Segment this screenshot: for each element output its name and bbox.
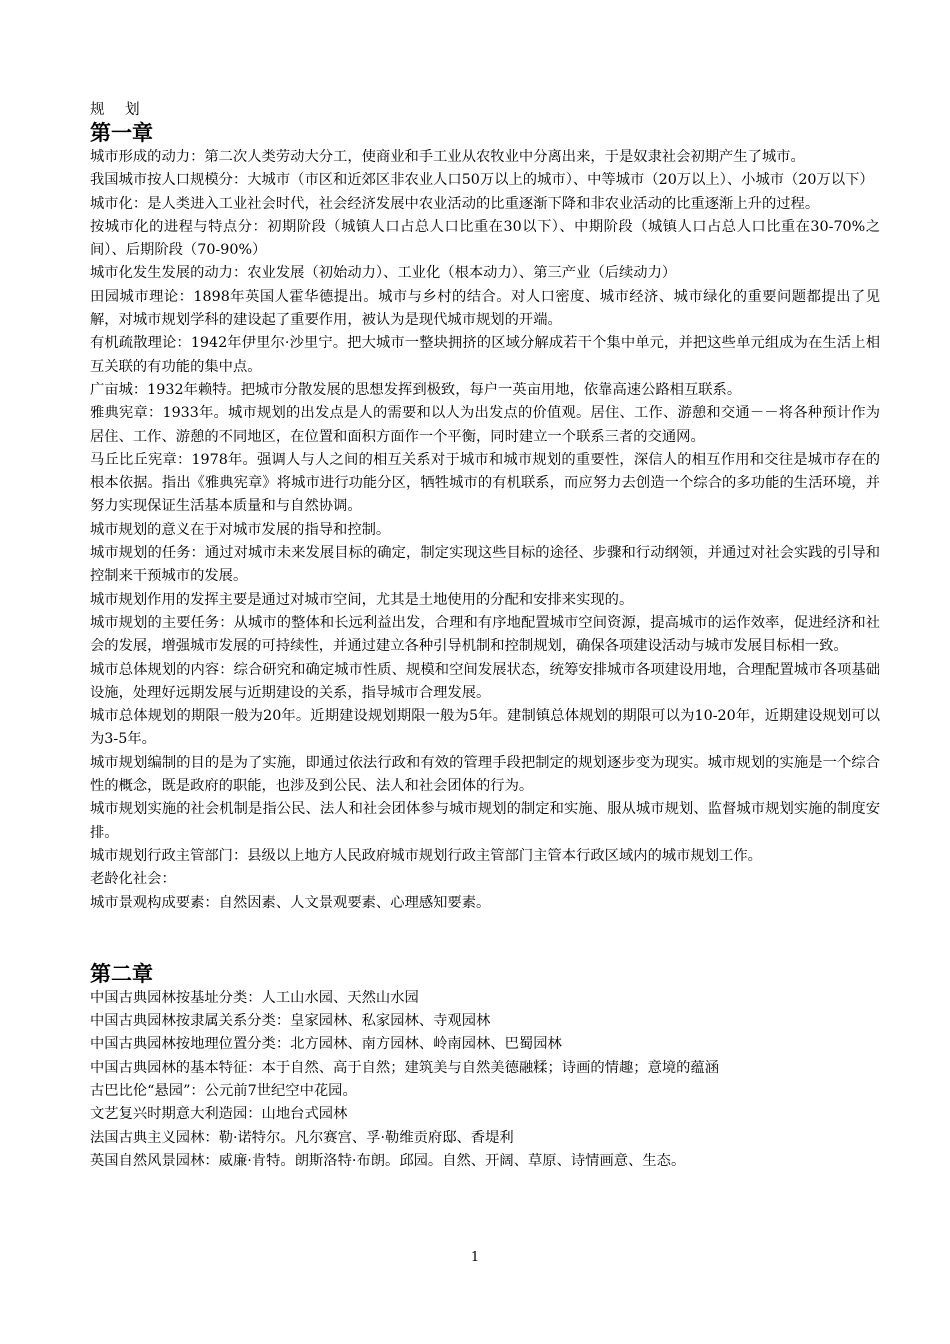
- page-number: 1: [470, 1250, 480, 1265]
- paragraph: 中国古典园林按基址分类：人工山水园、天然山水园: [90, 989, 419, 1006]
- chapter-heading: 第二章: [90, 961, 153, 986]
- paragraph: 英国自然风景园林：威廉·肯特。朗斯洛特·布朗。邱园。自然、开阔、草原、诗情画意、生态。: [90, 1152, 686, 1169]
- paragraph: 田园城市理论：1898年英国人霍华德提出。城市与乡村的结合。对人口密度、城市经济、城市绿化的重要问题都提出了见解，对城市规划学科的建设起了重要作用，被认为是现代城市规划的开端。: [90, 288, 880, 329]
- chapter-1: [90, 120, 880, 915]
- paragraph: 城市景观构成要素：自然因素、人文景观要素、心理感知要素。: [90, 894, 491, 911]
- paragraph: 城市规划作用的发挥主要是通过对城市空间，尤其是土地使用的分配和安排来实现的。: [90, 591, 634, 608]
- paragraph: 城市规划的意义在于对城市发展的指导和控制。: [90, 521, 391, 538]
- paragraph: 城市总体规划的期限一般为20年。近期建设规划期限一般为5年。建制镇总体规划的期限可以为10-20年，近期建设规划可以为3-5年。: [90, 708, 880, 748]
- paragraph: 城市规划行政主管部门：县级以上地方人民政府城市规划行政主管部门主管本行政区域内的城市规划工作。: [90, 847, 762, 864]
- paragraph: 城市规划实施的社会机制是指公民、法人和社会团体参与城市规划的制定和实施、服从城市规划、监督城市规划实施的制度安排。: [90, 801, 880, 841]
- paragraph: 雅典宪章：1933年。城市规划的出发点是人的需要和以人为出发点的价值观。居住、工作、游憩和交通－－将各种预计作为居住、工作、游憩的不同地区，在位置和面积方面作一个平衡，同时建立一个联系三者的交通网。: [90, 405, 880, 445]
- paragraph: 老龄化社会：: [90, 871, 176, 888]
- paragraph: 城市规划的任务：通过对城市未来发展目标的确定，制定实现这些目标的途径、步骤和行动纲领，并通过对社会实践的引导和控制来干预城市的发展。: [90, 545, 880, 585]
- paragraph: 城市化：是人类进入工业社会时代，社会经济发展中农业活动的比重逐渐下降和非农业活动的比重逐渐上升的过程。: [90, 195, 820, 212]
- chapter-heading: 第一章: [90, 121, 153, 145]
- paragraph: 广亩城：1932年赖特。把城市分散发展的思想发挥到极致，每户一英亩用地，依靠高速公路相互联系。: [90, 381, 742, 398]
- paragraph: 马丘比丘宪章：1978年。强调人与人之间的相互关系对于城市和城市规划的重要性，深信人的相互作用和交往是城市存在的根本依据。指出《雅典宪章》将城市进行功能分区，牺牲城市的有机联系，而应努力去创造一个综合的多功能的生活环境，并努力实现保证生活基本质量和与自然协调。: [90, 451, 880, 515]
- paragraph: 法国古典主义园林：勒·诺特尔。凡尔赛宫、孚·勒维贡府邸、香堤利: [90, 1129, 514, 1146]
- paragraph: 城市规划的主要任务：从城市的整体和长远利益出发，合理和有序地配置城市空间资源，提高城市的运作效率，促进经济和社会的发展，增强城市发展的可持续性，并通过建立各种引导机制和控制规划，确保各项建设活动与城市发展目标相一致。: [90, 614, 880, 655]
- paragraph: 中国古典园林按隶属关系分类：皇家园林、私家园林、寺观园林: [90, 1013, 491, 1030]
- paragraph: 文艺复兴时期意大利造园：山地台式园林: [90, 1106, 348, 1123]
- paragraph: 城市化发生发展的动力：农业发展（初始动力）、工业化（根本动力）、第三产业（后续动力）: [90, 265, 677, 282]
- paragraph: 按城市化的进程与特点分：初期阶段（城镇人口占总人口比重在30以下）、中期阶段（城镇人口占总人口比重在30-70%之间）、后期阶段（70-90%）: [90, 218, 880, 259]
- paragraph: 城市规划编制的目的是为了实施，即通过依法行政和有效的管理手段把制定的规划逐步变为现实。城市规划的实施是一个综合性的概念，既是政府的职能，也涉及到公民、法人和社会团体的行为。: [90, 754, 880, 795]
- paragraph: 我国城市按人口规模分：大城市（市区和近郊区非农业人口50万以上的城市）、中等城市（20万以上）、小城市（20万以下）: [90, 172, 874, 189]
- paragraph: 城市总体规划的内容：综合研究和确定城市性质、规模和空间发展状态，统筹安排城市各项建设用地，合理配置城市各项基础设施，处理好远期发展与近期建设的关系，指导城市合理发展。: [90, 661, 880, 701]
- paragraph: 古巴比伦“悬园”：公元前7世纪空中花园。: [90, 1082, 357, 1099]
- paragraph: 有机疏散理论：1942年伊里尔·沙里宁。把大城市一整块拥挤的区域分解成若干个集中单元，并把这些单元组成为在生活上相互关联的有功能的集中点。: [90, 335, 880, 375]
- paragraph: 中国古典园林的基本特征：本于自然、高于自然；建筑美与自然美德融糅；诗画的情趣；意境的蕴涵: [90, 1059, 720, 1076]
- document-title: 规 划: [90, 102, 148, 118]
- paragraph: 城市形成的动力：第二次人类劳动大分工，使商业和手工业从农牧业中分离出来，于是奴隶社会初期产生了城市。: [90, 149, 805, 165]
- document-page: [90, 100, 880, 1173]
- chapter-2: [90, 961, 880, 1173]
- paragraph: 中国古典园林按地理位置分类：北方园林、南方园林、岭南园林、巴蜀园林: [90, 1036, 562, 1053]
